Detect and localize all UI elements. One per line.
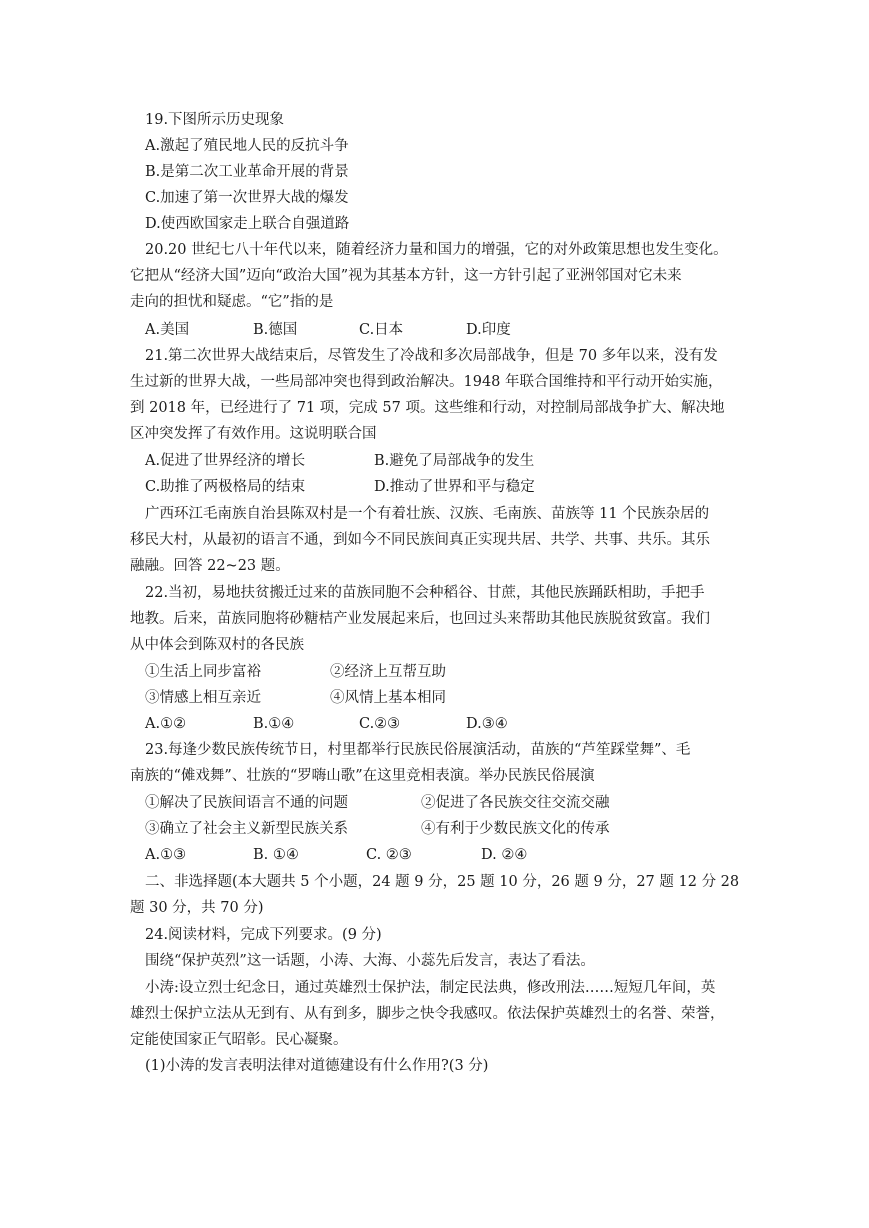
q22-item-2: ②经济上互帮互助 xyxy=(330,664,446,680)
q23-option-c: C. ②③ xyxy=(366,847,412,863)
q22-option-a: A.①② xyxy=(145,716,187,732)
q23-item-1: ①解决了民族间语言不通的问题 xyxy=(145,795,348,811)
q19-stem: 19.下图所示历史现象 xyxy=(145,112,285,128)
q21-option-d: D.推动了世界和平与稳定 xyxy=(374,479,535,495)
q22-line-1: 22.当初，易地扶贫搬迁过来的苗族同胞不会种稻谷、甘蔗，其他民族踊跃相助，手把手 xyxy=(145,585,705,601)
q19-option-c: C.加速了第一次世界大战的爆发 xyxy=(145,190,349,206)
q23-line-1: 23.每逢少数民族传统节日，村里都举行民族民俗展演活动，苗族的“芦笙踩堂舞”、毛 xyxy=(145,742,691,758)
q21-option-a: A.促进了世界经济的增长 xyxy=(145,453,306,469)
q19-option-b: B.是第二次工业革命开展的背景 xyxy=(145,164,349,180)
q20-option-d: D.印度 xyxy=(466,322,511,338)
q21-line-1: 21.第二次世界大战结束后，尽管发生了冷战和多次局部战争，但是 70 多年以来，没有发 xyxy=(145,348,718,364)
q23-item-4: ④有利于少数民族文化的传承 xyxy=(421,821,610,837)
material-line-3: 融融。回答 22~23 题。 xyxy=(130,558,290,574)
q22-item-1: ①生活上同步富裕 xyxy=(145,664,261,680)
q20-line-2: 它把从“经济大国”迈向“政治大国”视为其基本方针，这一方针引起了亚洲邻国对它未来 xyxy=(130,268,682,284)
q20-line-1: 20.20 世纪七八十年代以来，随着经济力量和国力的增强，它的对外政策思想也发生变化。 xyxy=(145,242,728,258)
q24-speech-line-2: 雄烈士保护立法从无到有、从有到多，脚步之快令我感叹。依法保护英雄烈士的名誉、荣誉， xyxy=(130,1006,725,1022)
q23-option-a: A.①③ xyxy=(145,847,187,863)
q24-speech-line-3: 定能使国家正气昭彰。民心凝聚。 xyxy=(130,1032,348,1048)
q20-option-c: C.日本 xyxy=(359,322,404,338)
q21-line-4: 区冲突发挥了有效作用。这说明联合国 xyxy=(130,426,377,442)
q24-speech-line-1: 小涛:设立烈士纪念日，通过英雄烈士保护法，制定民法典，修改刑法……短短几年间，英 xyxy=(145,980,716,996)
q20-option-a: A.美国 xyxy=(145,322,190,338)
q24-subquestion-1: (1)小涛的发言表明法律对道德建设有什么作用?(3 分) xyxy=(145,1058,489,1074)
q22-line-3: 从中体会到陈双村的各民族 xyxy=(130,637,304,653)
material-line-2: 移民大村，从最初的语言不通，到如今不同民族间真正实现共居、共学、共事、共乐。其乐 xyxy=(130,532,710,548)
q22-option-d: D.③④ xyxy=(466,716,508,732)
q22-item-4: ④风情上基本相同 xyxy=(330,690,446,706)
q20-option-b: B.德国 xyxy=(253,322,298,338)
q21-line-2: 生过新的世界大战，一些局部冲突也得到政治解决。1948 年联合国维持和平行动开始实施， xyxy=(130,374,723,390)
q22-option-b: B.①④ xyxy=(253,716,295,732)
section2-heading-line-1: 二、非选择题(本大题共 5 个小题，24 题 9 分，25 题 10 分，26 题 9 分，27 题 12 分 28 xyxy=(145,874,740,890)
q22-line-2: 地教。后来，苗族同胞将砂糖桔产业发展起来后，也回过头来帮助其他民族脱贫致富。我们 xyxy=(130,611,710,627)
q19-option-d: D.使西欧国家走上联合自强道路 xyxy=(145,216,350,232)
q23-item-2: ②促进了各民族交往交流交融 xyxy=(421,795,610,811)
q21-line-3: 到 2018 年，已经进行了 71 项，完成 57 项。这些维和行动，对控制局部战争扩大、解决地 xyxy=(130,400,725,416)
material-line-1: 广西环江毛南族自治县陈双村是一个有着壮族、汉族、毛南族、苗族等 11 个民族杂居的 xyxy=(145,506,710,522)
q19-option-a: A.激起了殖民地人民的反抗斗争 xyxy=(145,138,349,154)
q21-option-b: B.避免了局部战争的发生 xyxy=(374,453,535,469)
q21-option-c: C.助推了两极格局的结束 xyxy=(145,479,306,495)
q20-line-3: 走向的担忧和疑虑。“它”指的是 xyxy=(130,294,334,310)
q23-item-3: ③确立了社会主义新型民族关系 xyxy=(145,821,348,837)
q22-option-c: C.②③ xyxy=(359,716,401,732)
q23-option-b: B. ①④ xyxy=(253,847,299,863)
q24-intro: 围绕“保护英烈”这一话题，小涛、大海、小蕊先后发言，表达了看法。 xyxy=(145,953,595,969)
q23-line-2: 南族的“傩戏舞”、壮族的“罗嗨山歌”在这里竞相表演。举办民族民俗展演 xyxy=(130,768,595,784)
q23-option-d: D. ②④ xyxy=(481,847,528,863)
q24-title: 24.阅读材料，完成下列要求。(9 分) xyxy=(145,927,382,943)
section2-heading-line-2: 题 30 分，共 70 分) xyxy=(130,900,264,916)
q22-item-3: ③情感上相互亲近 xyxy=(145,690,261,706)
